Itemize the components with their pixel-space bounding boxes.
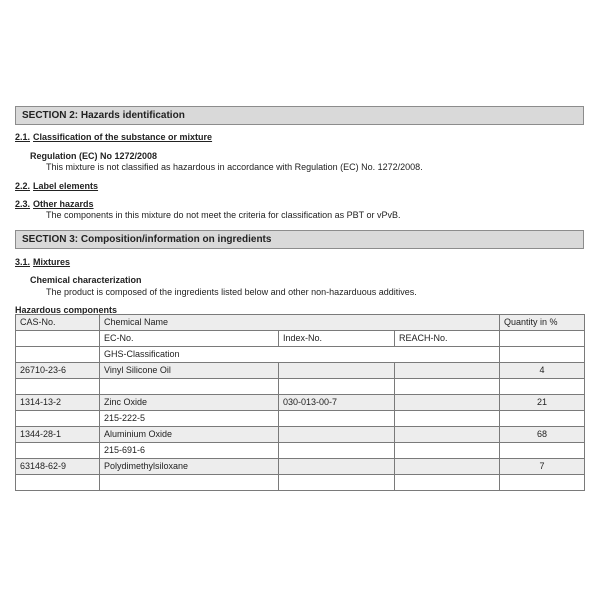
chemical-name-cell: Polydimethylsiloxane [100,459,279,475]
cas-cell: 1344-28-1 [16,427,100,443]
ec-no-cell: 215-222-5 [100,411,279,427]
table-row [16,427,585,443]
table-cell [395,443,500,459]
table-row [16,395,585,411]
table-cell [500,443,585,459]
table-row [16,411,585,427]
table-cell [500,331,585,347]
table-row [16,459,585,475]
table-row [16,363,585,379]
other-hazards-text: The components in this mixture do not meet the criteria for classification as PBT or vPvB. [46,210,401,220]
table-header-row [16,331,585,347]
subsection-title: Other hazards [33,199,94,209]
subsection-number: 2.3. [15,199,31,209]
table-cell [279,411,395,427]
reach-no-cell [395,459,500,475]
table-header-row [16,347,585,363]
table-cell [500,411,585,427]
table-cell [279,475,395,491]
quantity-cell: 7 [500,459,585,475]
header-cas-no: CAS-No. [16,315,100,331]
index-no-cell [279,427,395,443]
subsection-title: Label elements [33,181,99,191]
regulation-text: This mixture is not classified as hazardous in accordance with Regulation (EC) No. 1272/2008. [46,162,423,172]
ec-no-cell [100,379,279,395]
regulation-heading: Regulation (EC) No 1272/2008 [30,151,158,161]
chemical-characterization-heading: Chemical characterization [30,275,142,285]
index-no-cell [279,459,395,475]
cas-cell: 26710-23-6 [16,363,100,379]
table-cell [16,443,100,459]
reach-no-cell [395,395,500,411]
table-cell [500,347,585,363]
subsection-2-3-heading [15,199,94,209]
chemical-characterization-text: The product is composed of the ingredients listed below and other non-hazarduous additives. [46,287,417,297]
table-row [16,379,585,395]
table-cell [16,411,100,427]
quantity-cell: 21 [500,395,585,411]
table-cell [395,475,500,491]
cas-cell: 63148-62-9 [16,459,100,475]
subsection-number: 2.2. [15,181,31,191]
subsection-3-1-heading [15,257,70,267]
index-no-cell [279,363,395,379]
table-cell [395,379,500,395]
subsection-number: 2.1. [15,132,31,142]
reach-no-cell [395,427,500,443]
table-cell [16,331,100,347]
subsection-title: Classification of the substance or mixture [33,132,213,142]
subsection-2-1-heading [15,132,212,142]
section-3-header: SECTION 3: Composition/information on ingredients [15,230,584,249]
chemical-name-cell: Vinyl Silicone Oil [100,363,279,379]
ec-no-cell [100,475,279,491]
chemical-name-cell: Zinc Oxide [100,395,279,411]
subsection-number: 3.1. [15,257,31,267]
reach-no-cell [395,363,500,379]
table-cell [279,443,395,459]
table-cell [500,475,585,491]
section-2-header: SECTION 2: Hazards identification [15,106,584,125]
ec-no-cell: 215-691-6 [100,443,279,459]
table-cell [16,475,100,491]
chemical-name-cell: Aluminium Oxide [100,427,279,443]
table-cell [395,411,500,427]
table-header-row [16,315,585,331]
subsection-title: Mixtures [33,257,71,267]
hazardous-components-heading: Hazardous components [15,305,118,315]
table-cell [279,379,395,395]
header-quantity: Quantity in % [500,315,585,331]
header-ghs-classification: GHS-Classification [100,347,500,363]
subsection-2-2-heading [15,181,98,191]
table-row [16,443,585,459]
index-no-cell: 030-013-00-7 [279,395,395,411]
header-chemical-name: Chemical Name [100,315,500,331]
table-cell [500,379,585,395]
quantity-cell: 68 [500,427,585,443]
header-ec-no: EC-No. [100,331,279,347]
header-reach-no: REACH-No. [395,331,500,347]
hazardous-components-table [15,314,585,491]
header-index-no: Index-No. [279,331,395,347]
table-cell [16,347,100,363]
quantity-cell: 4 [500,363,585,379]
cas-cell: 1314-13-2 [16,395,100,411]
table-cell [16,379,100,395]
table-row [16,475,585,491]
